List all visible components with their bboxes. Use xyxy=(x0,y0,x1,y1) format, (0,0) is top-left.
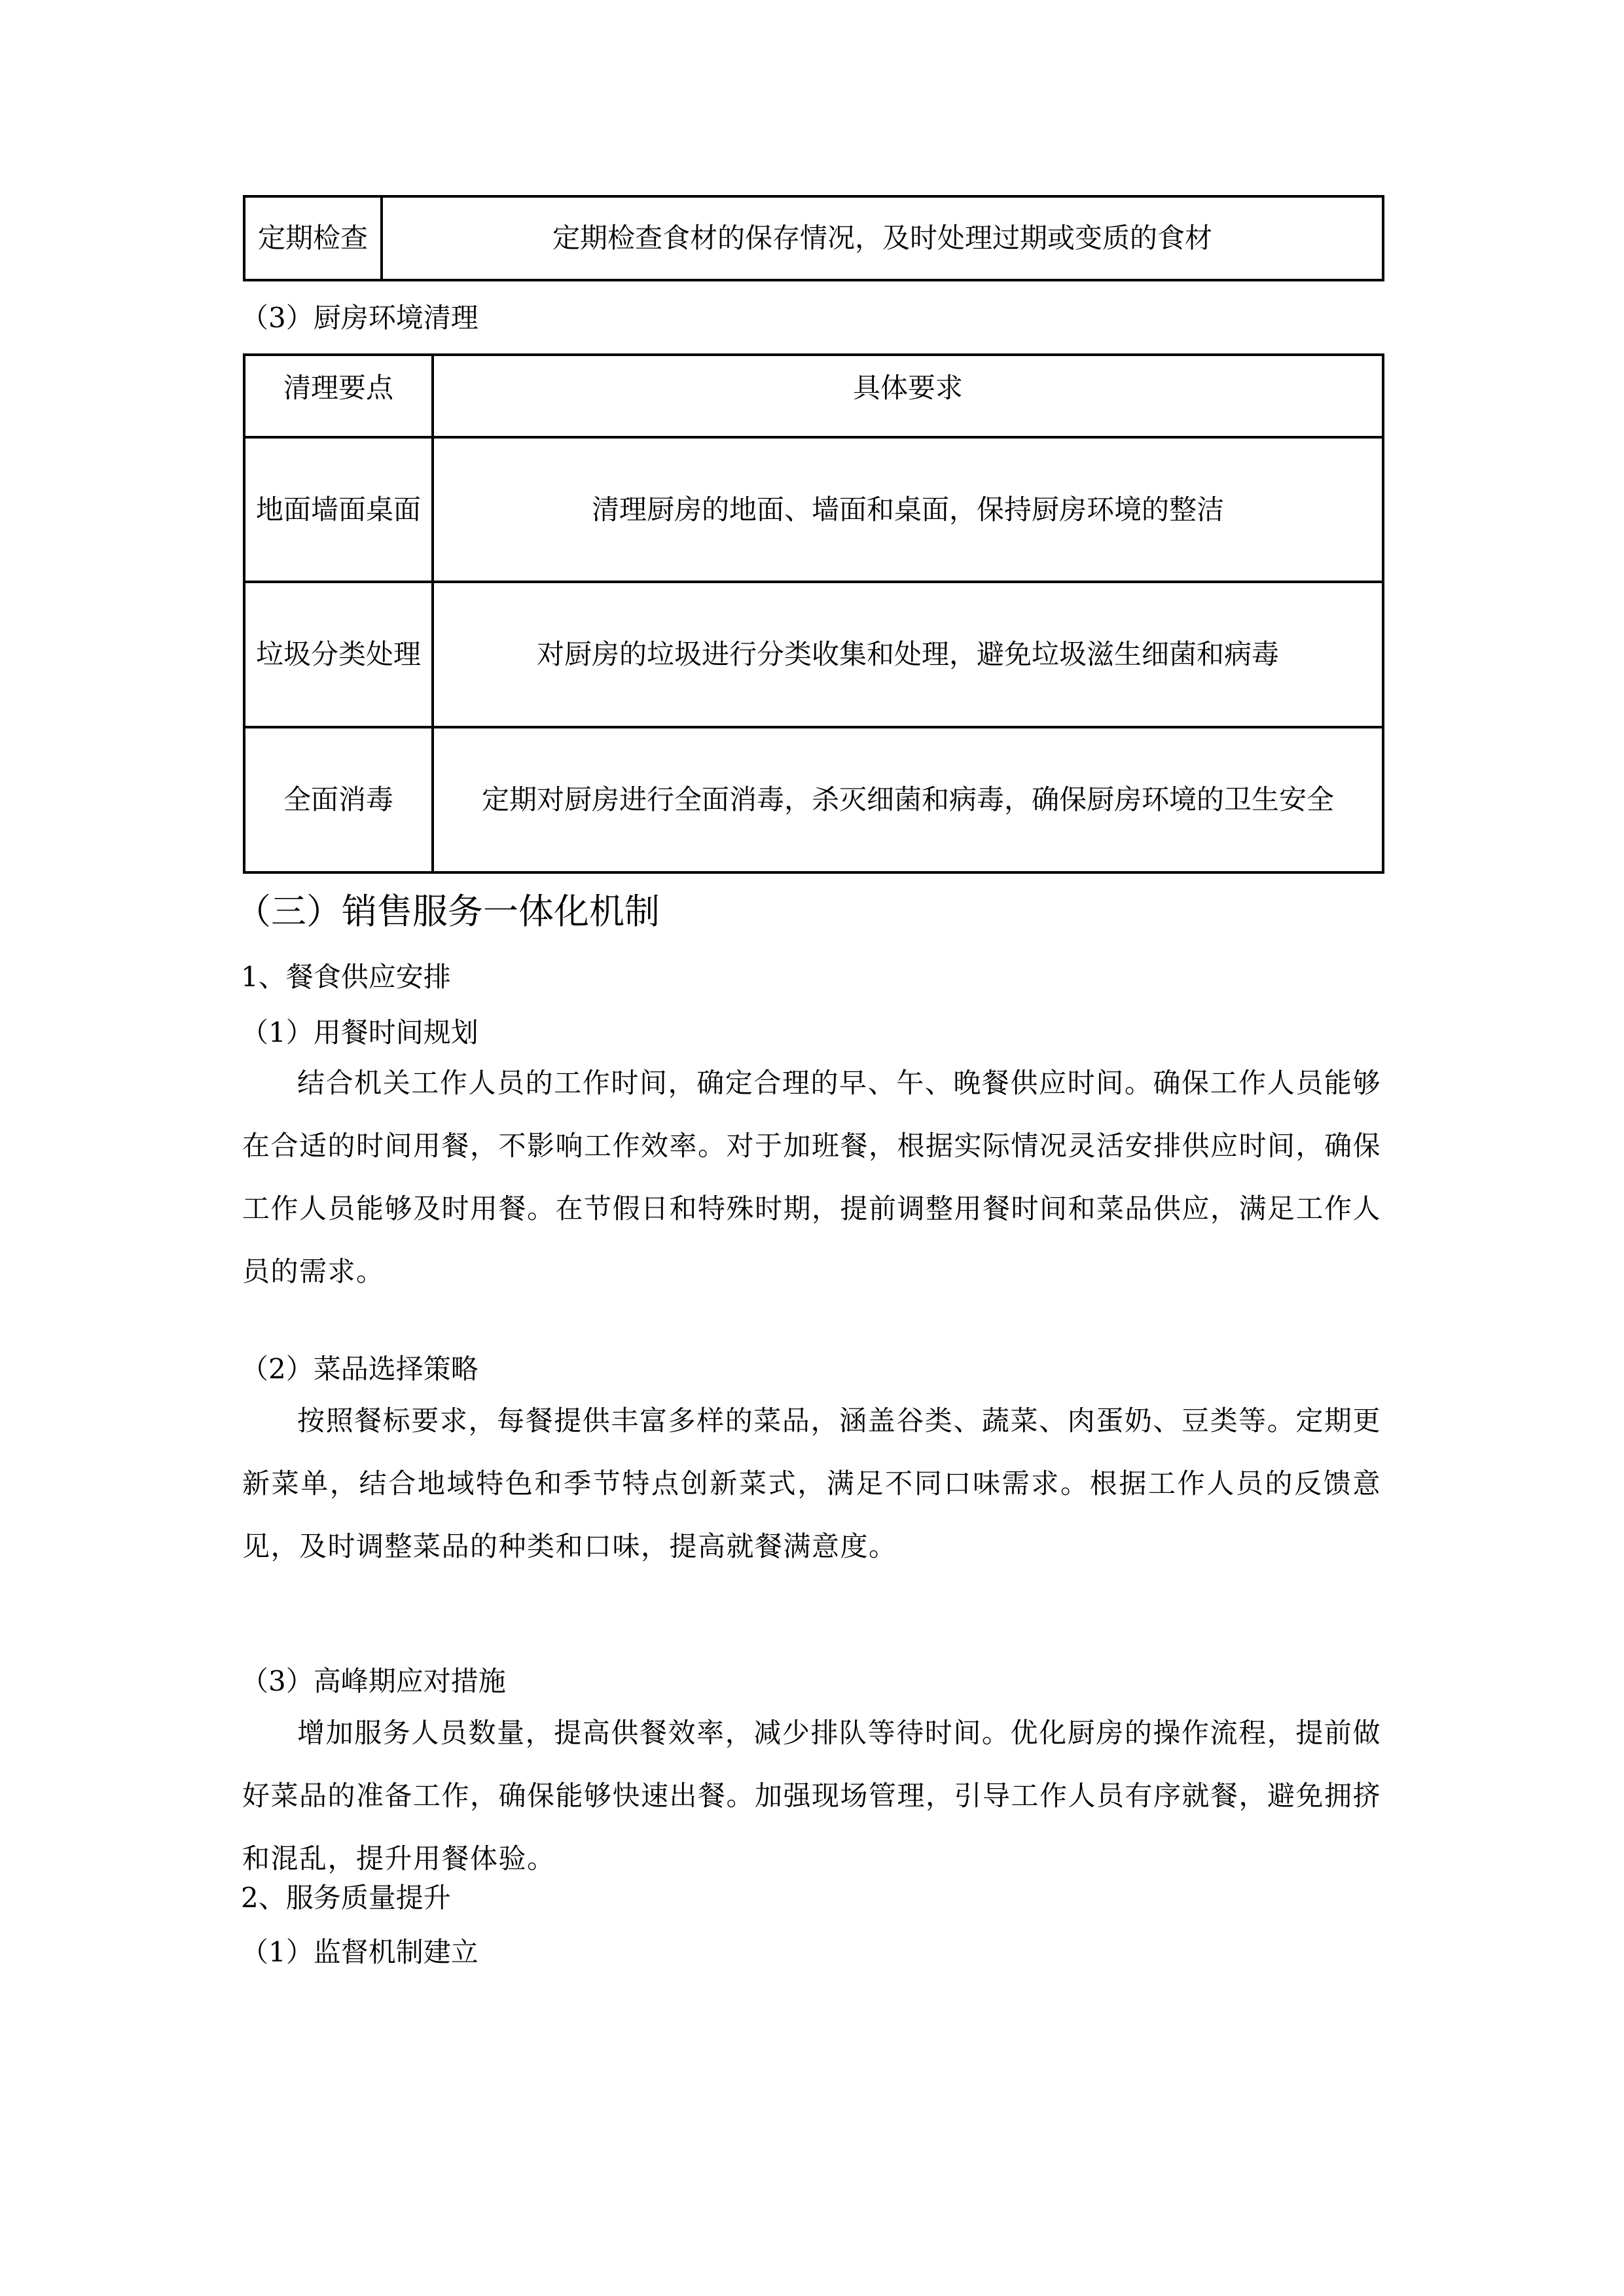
table-cell-value: 定期检查食材的保存情况，及时处理过期或变质的食材 xyxy=(382,196,1383,280)
paragraph-peak-measures: 增加服务人员数量，提高供餐效率，减少排队等待时间。优化厨房的操作流程，提前做好菜品的准备工作，确保能够快速出餐。加强现场管理，引导工作人员有序就餐，避免拥挤和混乱，提升用餐体验。 xyxy=(242,1717,1382,1874)
item-title-supervision: （1）监督机制建立 xyxy=(241,1936,478,1968)
table-row xyxy=(244,727,1383,872)
table-cell-key: 地面墙面桌面 xyxy=(244,437,433,582)
table-cell-value: 清理厨房的地面、墙面和桌面，保持厨房环境的整洁 xyxy=(433,437,1383,582)
paragraph-dish-selection: 按照餐标要求，每餐提供丰富多样的菜品，涵盖谷类、蔬菜、肉蛋奶、豆类等。定期更新菜单，结合地域特色和季节特点创新菜式，满足不同口味需求。根据工作人员的反馈意见，及时调整菜品的种类和口味，提高就餐满意度。 xyxy=(242,1405,1381,1562)
table-row xyxy=(244,582,1383,727)
table-row xyxy=(244,196,1383,280)
table-cell-key: 定期检查 xyxy=(244,196,382,280)
table-cell-value: 对厨房的垃圾进行分类收集和处理，避免垃圾滋生细菌和病毒 xyxy=(433,582,1383,727)
kitchen-cleaning-table xyxy=(243,353,1384,874)
subsection-title-service-quality: 2、服务质量提升 xyxy=(241,1882,451,1914)
table-header-row xyxy=(244,355,1383,437)
subsection-title-meal-supply: 1、餐食供应安排 xyxy=(241,961,451,993)
item-title-peak-measures: （3）高峰期应对措施 xyxy=(241,1665,506,1697)
section-title-sales-service: （三）销售服务一体化机制 xyxy=(236,891,660,932)
table-cell-key: 垃圾分类处理 xyxy=(244,582,433,727)
storage-check-table xyxy=(243,195,1384,281)
table-cell-key: 全面消毒 xyxy=(244,727,433,872)
subsection-title-kitchen-cleaning: （3）厨房环境清理 xyxy=(241,302,478,334)
table-header-cell: 清理要点 xyxy=(244,355,433,437)
item-title-dish-selection: （2）菜品选择策略 xyxy=(241,1353,478,1385)
item-title-meal-time: （1）用餐时间规划 xyxy=(241,1016,478,1049)
table-row xyxy=(244,437,1383,582)
table-cell-value: 定期对厨房进行全面消毒，杀灭细菌和病毒，确保厨房环境的卫生安全 xyxy=(433,727,1383,872)
table-header-cell: 具体要求 xyxy=(433,355,1383,437)
paragraph-meal-time: 结合机关工作人员的工作时间，确定合理的早、午、晚餐供应时间。确保工作人员能够在合适的时间用餐，不影响工作效率。对于加班餐，根据实际情况灵活安排供应时间，确保工作人员能够及时用餐。在节假日和特殊时期，提前调整用餐时间和菜品供应，满足工作人员的需求。 xyxy=(242,1067,1382,1287)
